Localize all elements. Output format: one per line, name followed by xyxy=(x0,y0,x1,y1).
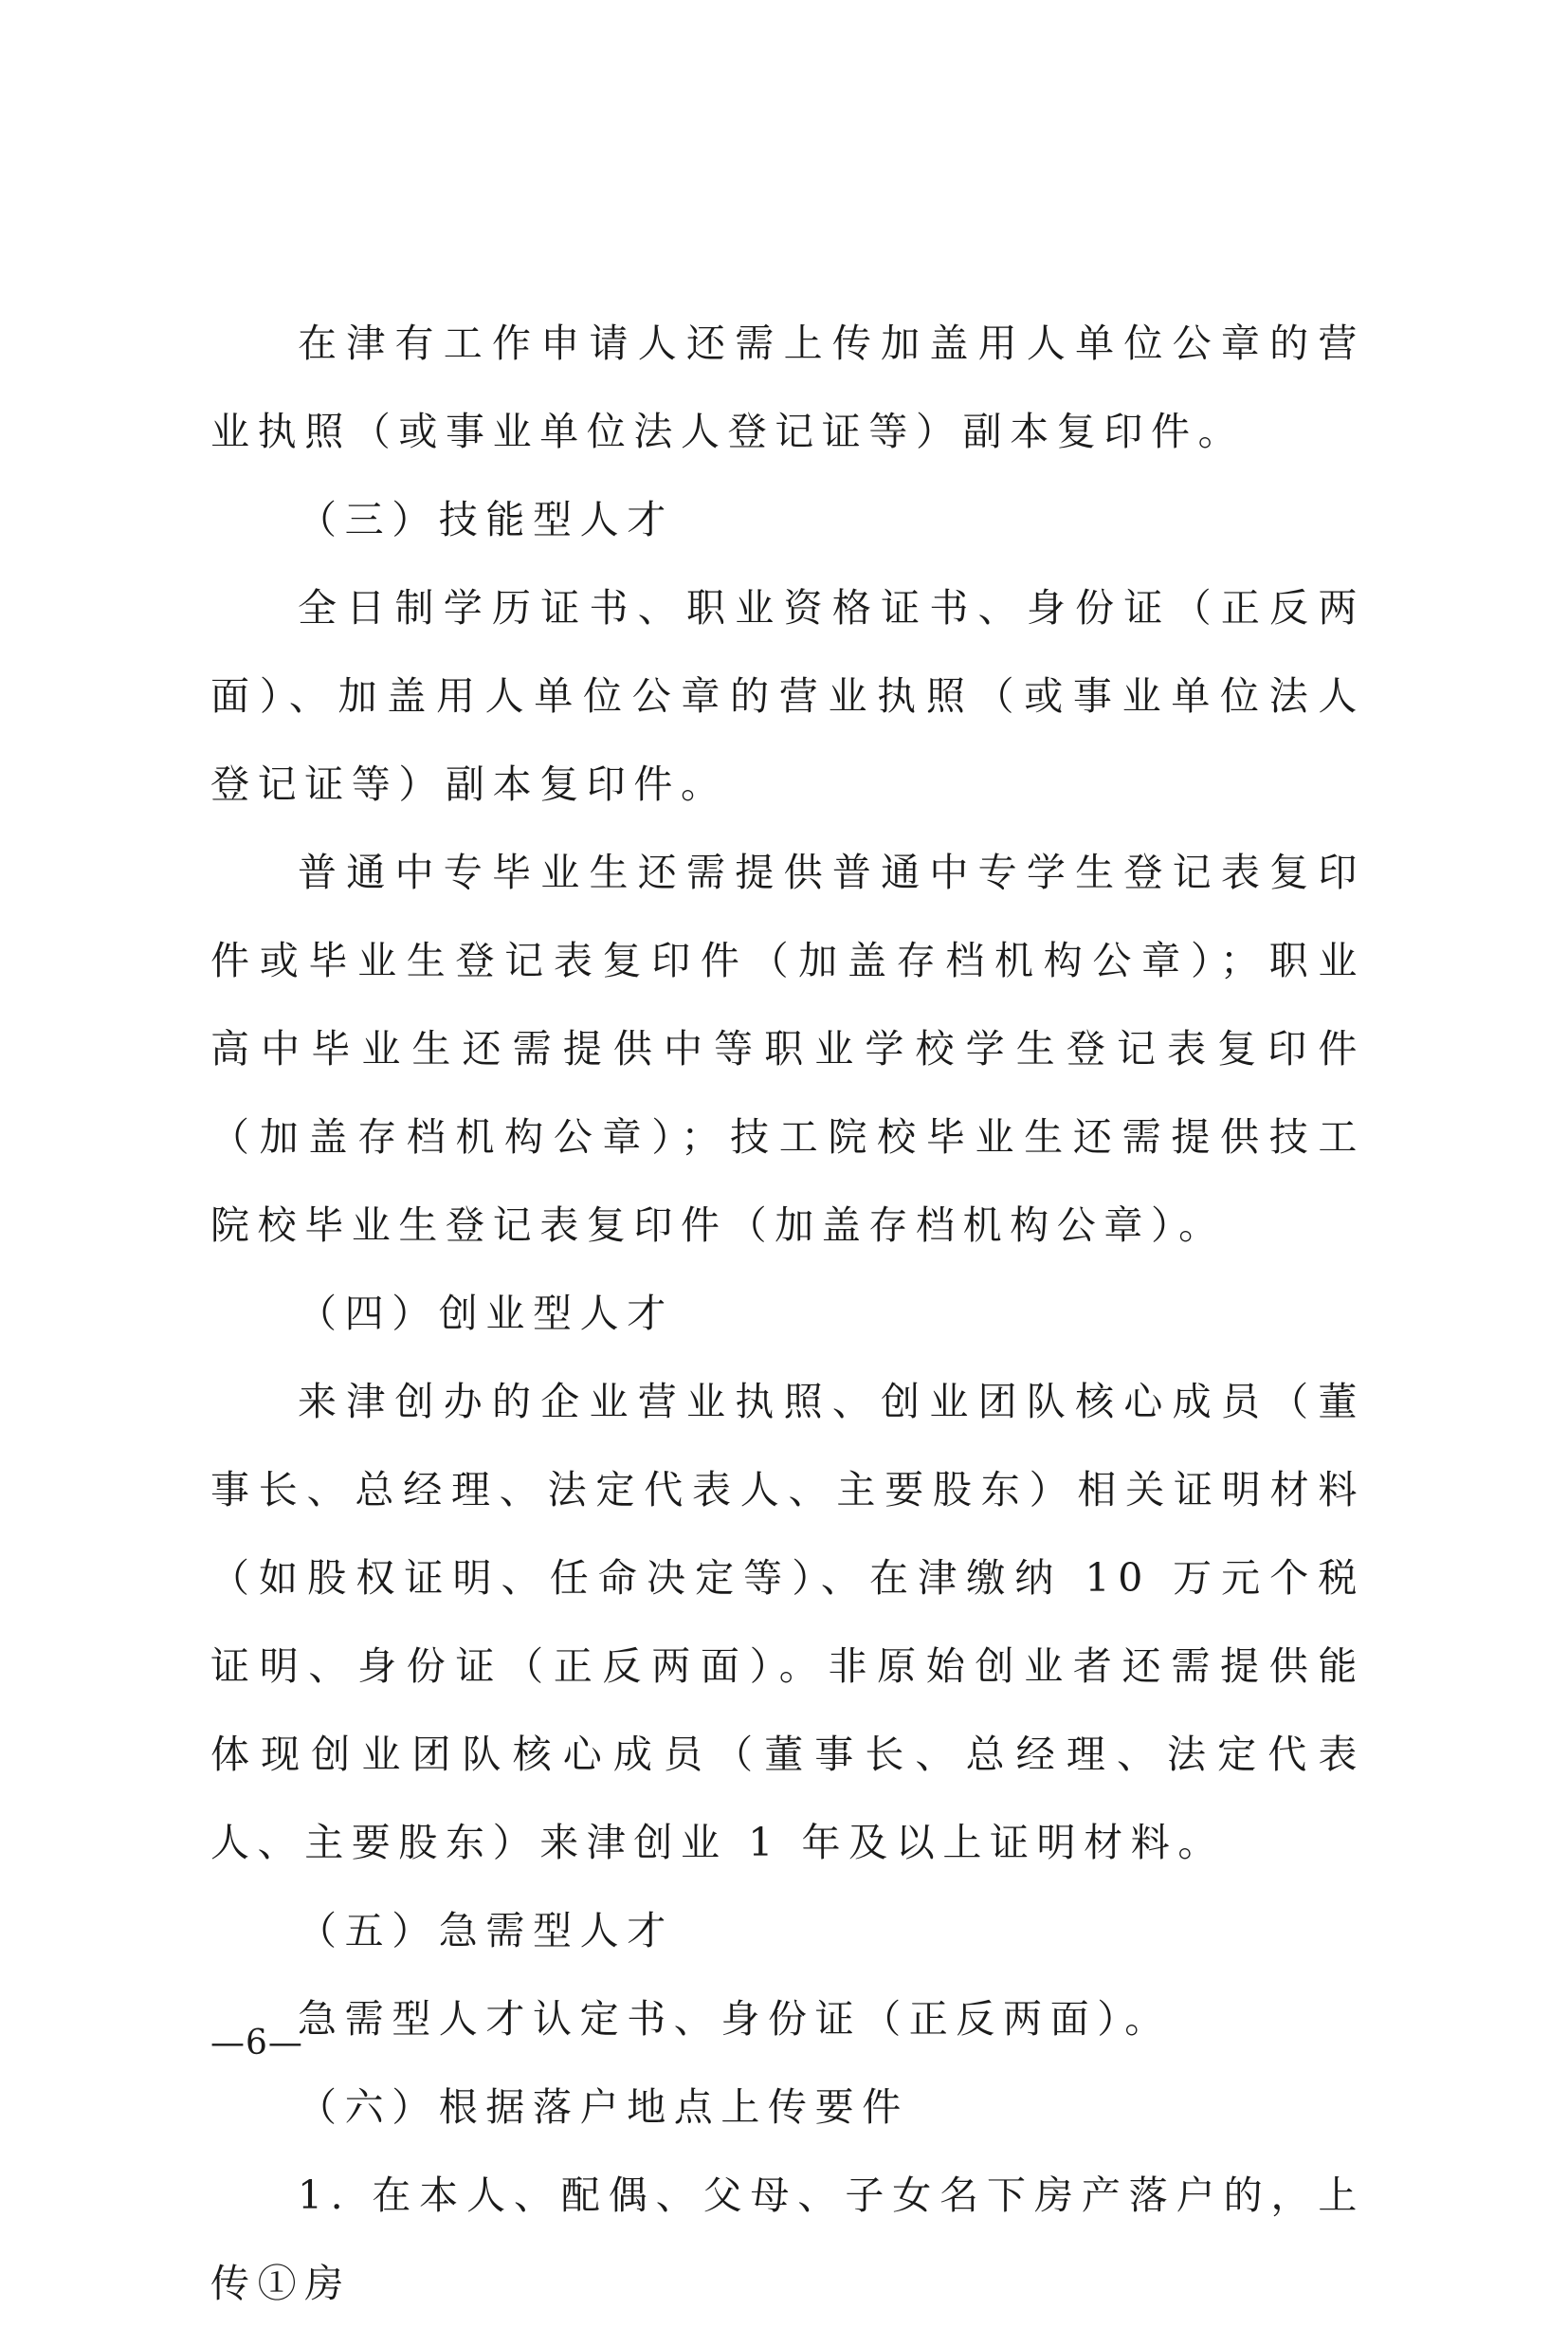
heading-urgent-talent: （五）急需型人才 xyxy=(298,1908,674,1953)
paragraph-skilled-documents: 全日制学历证书、职业资格证书、身份证（正反两面）、加盖用人单位公章的营业执照（或事业单位法人登记证等）副本复印件。 xyxy=(210,585,1365,807)
paragraph-property-settlement: 1. 在本人、配偶、父母、子女名下房产落户的，上传①房 xyxy=(210,2172,1365,2306)
heading-entrepreneur-talent: （四）创业型人才 xyxy=(298,1291,674,1336)
heading-skilled-talent: （三）技能型人才 xyxy=(298,497,674,542)
page-number: —6— xyxy=(210,2024,303,2062)
paragraph-employment-license: 在津有工作申请人还需上传加盖用人单位公章的营业执照（或事业单位法人登记证等）副本复印件。 xyxy=(210,321,1365,454)
paragraph-entrepreneur-documents: 来津创办的企业营业执照、创业团队核心成员（董事长、总经理、法定代表人、主要股东）相关证明材料（如股权证明、任命决定等）、在津缴纳 10 万元个税证明、身份证（正反两面）。非原始创业者还需提供能体现创业团队核心成员（董事长、总经理、法定代表人、主要股东）来津创业 1 年及以上证明材料。 xyxy=(210,1379,1365,1865)
paragraph-vocational-graduates: 普通中专毕业生还需提供普通中专学生登记表复印件或毕业生登记表复印件（加盖存档机构公章）；职业高中毕业生还需提供中等职业学校学生登记表复印件（加盖存档机构公章）；技工院校毕业生还需提供技工院校毕业生登记表复印件（加盖存档机构公章）。 xyxy=(210,850,1365,1248)
heading-settlement-location: （六）根据落户地点上传要件 xyxy=(298,2084,909,2130)
document-body xyxy=(210,300,1365,2328)
paragraph-urgent-documents: 急需型人才认定书、身份证（正反两面）。 xyxy=(298,1996,1172,2042)
